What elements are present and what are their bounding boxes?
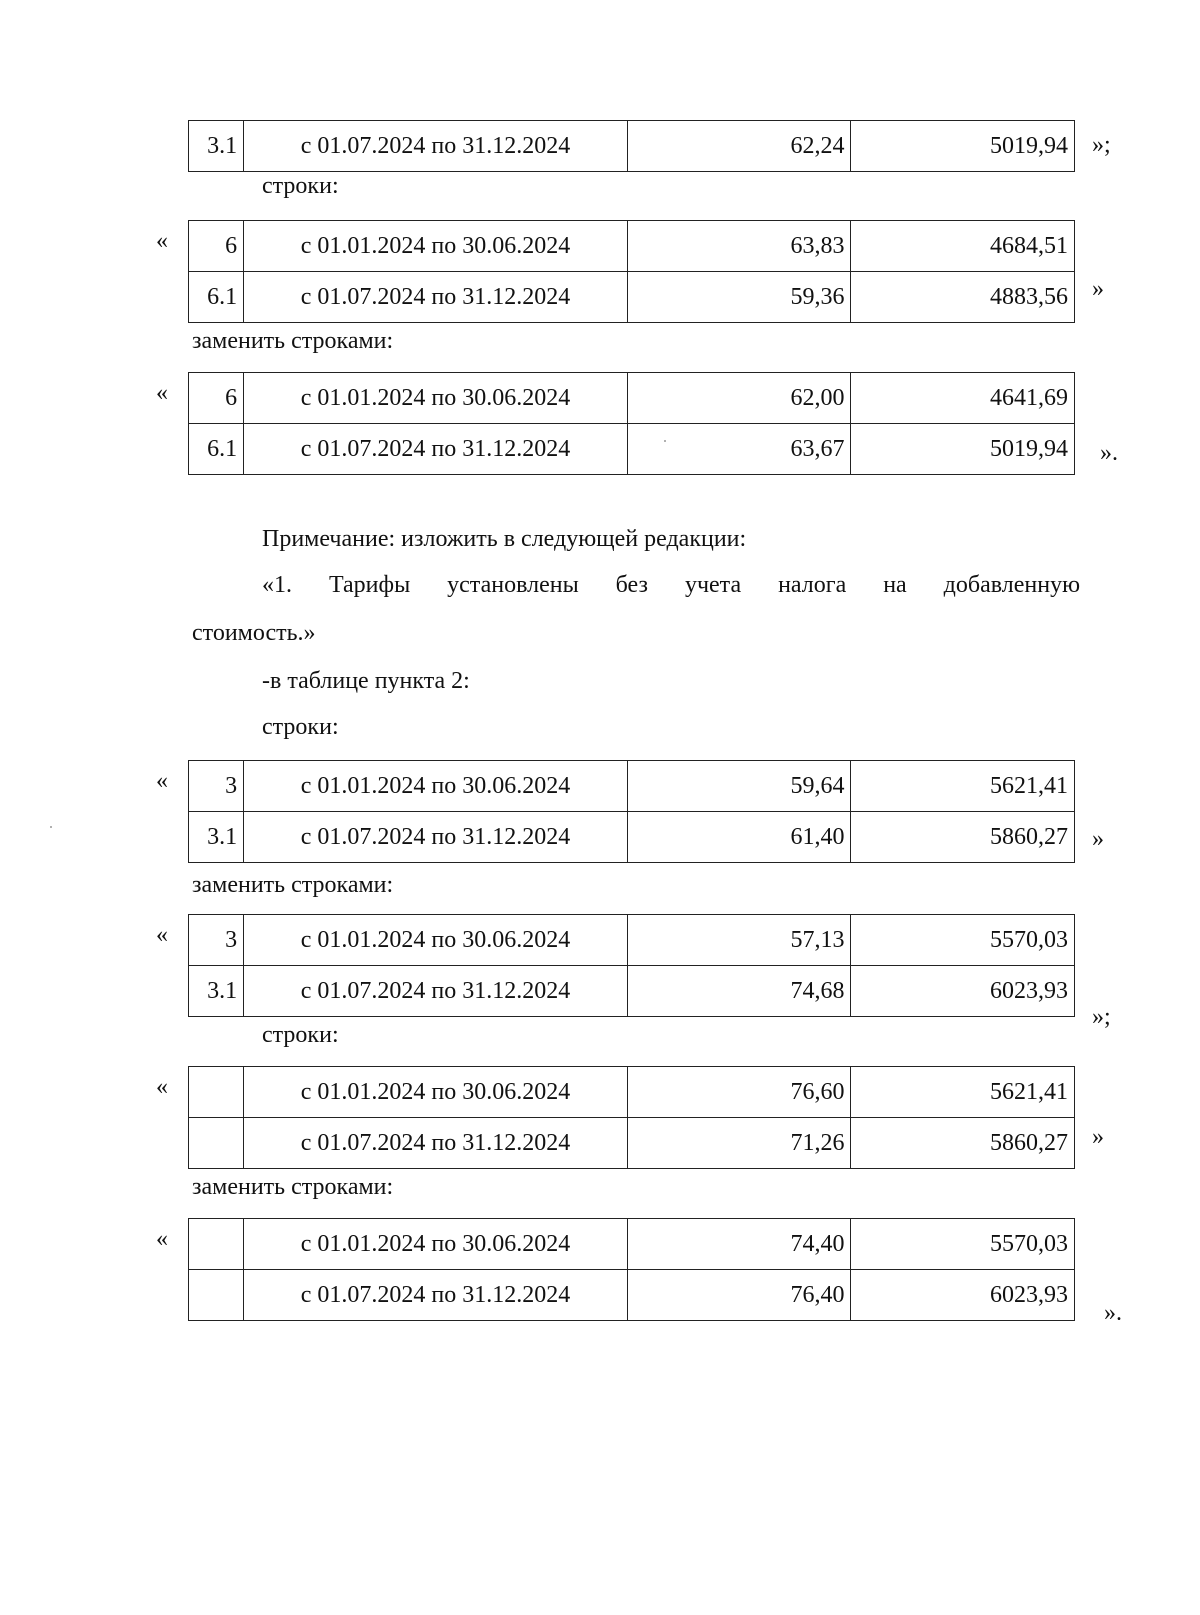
tariff-table-4 — [188, 760, 1075, 863]
table-row — [189, 966, 1075, 1017]
point-2-heading: -в таблице пункта 2: — [262, 668, 470, 694]
close-quote: » — [1092, 826, 1104, 852]
row-number — [189, 1219, 244, 1270]
label-zamenit-strokami: заменить строками: — [192, 328, 394, 354]
close-quote: » — [1092, 1124, 1104, 1150]
row-number — [189, 1118, 244, 1169]
table-row — [189, 812, 1075, 863]
table-row — [189, 761, 1075, 812]
note-intro: Примечание: изложить в следующей редакции: — [262, 526, 747, 552]
row-number: 6 — [189, 373, 244, 424]
row-value-1: 62,00 — [627, 373, 851, 424]
open-quote: « — [156, 228, 168, 254]
tariff-table-7 — [188, 1218, 1075, 1321]
row-period: с 01.01.2024 по 30.06.2024 — [244, 1067, 628, 1118]
table-row — [189, 1067, 1075, 1118]
row-value-1: 71,26 — [627, 1118, 851, 1169]
label-zamenit-strokami: заменить строками: — [192, 1174, 394, 1200]
row-period: с 01.01.2024 по 30.06.2024 — [244, 1219, 628, 1270]
table-row — [189, 1118, 1075, 1169]
open-quote: « — [156, 380, 168, 406]
close-quote: ». — [1100, 440, 1118, 466]
table-row — [189, 272, 1075, 323]
open-quote: « — [156, 922, 168, 948]
table-row — [189, 221, 1075, 272]
row-period: с 01.07.2024 по 31.12.2024 — [244, 272, 628, 323]
row-value-1: 59,64 — [627, 761, 851, 812]
tariff-table-5 — [188, 914, 1075, 1017]
note-item-1-line-1: «1. Тарифы установлены без учета налога на добавленную — [262, 572, 1080, 598]
row-value-2: 5860,27 — [851, 812, 1075, 863]
row-number: 6 — [189, 221, 244, 272]
open-quote: « — [156, 768, 168, 794]
table-row — [189, 1219, 1075, 1270]
row-number: 3.1 — [189, 812, 244, 863]
open-quote: « — [156, 1074, 168, 1100]
row-value-2: 6023,93 — [851, 1270, 1075, 1321]
row-value-2: 5860,27 — [851, 1118, 1075, 1169]
row-value-1: 76,60 — [627, 1067, 851, 1118]
row-value-2: 4883,56 — [851, 272, 1075, 323]
row-period: с 01.01.2024 по 30.06.2024 — [244, 373, 628, 424]
row-period: с 01.07.2024 по 31.12.2024 — [244, 121, 628, 172]
row-value-1: 74,68 — [627, 966, 851, 1017]
label-stroki: строки: — [262, 714, 339, 740]
table-row — [189, 1270, 1075, 1321]
table-row — [189, 373, 1075, 424]
tariff-table-1 — [188, 120, 1075, 172]
row-value-1: 74,40 — [627, 1219, 851, 1270]
row-value-2: 4684,51 — [851, 221, 1075, 272]
row-period: с 01.07.2024 по 31.12.2024 — [244, 424, 628, 475]
close-quote: »; — [1092, 1004, 1111, 1030]
row-value-2: 6023,93 — [851, 966, 1075, 1017]
row-value-2: 5570,03 — [851, 915, 1075, 966]
row-period: с 01.07.2024 по 31.12.2024 — [244, 812, 628, 863]
row-value-2: 5570,03 — [851, 1219, 1075, 1270]
scan-speck — [664, 440, 666, 442]
row-value-2: 5019,94 — [851, 424, 1075, 475]
row-number: 3 — [189, 915, 244, 966]
row-value-2: 5621,41 — [851, 1067, 1075, 1118]
scan-speck — [50, 826, 52, 828]
row-value-1: 62,24 — [627, 121, 851, 172]
row-period: с 01.07.2024 по 31.12.2024 — [244, 1118, 628, 1169]
row-value-1: 57,13 — [627, 915, 851, 966]
table-row — [189, 424, 1075, 475]
row-value-1: 63,83 — [627, 221, 851, 272]
row-number — [189, 1067, 244, 1118]
table-row — [189, 121, 1075, 172]
tariff-table-3 — [188, 372, 1075, 475]
row-value-2: 5019,94 — [851, 121, 1075, 172]
tariff-table-2 — [188, 220, 1075, 323]
row-number: 3 — [189, 761, 244, 812]
label-zamenit-strokami: заменить строками: — [192, 872, 394, 898]
row-period: с 01.01.2024 по 30.06.2024 — [244, 221, 628, 272]
row-value-1: 59,36 — [627, 272, 851, 323]
close-quote: »; — [1092, 132, 1111, 158]
label-stroki: строки: — [262, 173, 339, 199]
row-number: 6.1 — [189, 424, 244, 475]
label-stroki: строки: — [262, 1022, 339, 1048]
row-period: с 01.01.2024 по 30.06.2024 — [244, 761, 628, 812]
close-quote: » — [1092, 276, 1104, 302]
close-quote: ». — [1104, 1300, 1122, 1326]
tariff-table-6 — [188, 1066, 1075, 1169]
row-value-1: 76,40 — [627, 1270, 851, 1321]
row-number: 3.1 — [189, 121, 244, 172]
row-number — [189, 1270, 244, 1321]
note-item-1-line-2: стоимость.» — [192, 620, 316, 646]
row-period: с 01.07.2024 по 31.12.2024 — [244, 966, 628, 1017]
row-value-2: 4641,69 — [851, 373, 1075, 424]
row-number: 6.1 — [189, 272, 244, 323]
open-quote: « — [156, 1226, 168, 1252]
row-value-1: 61,40 — [627, 812, 851, 863]
row-number: 3.1 — [189, 966, 244, 1017]
row-value-2: 5621,41 — [851, 761, 1075, 812]
table-row — [189, 915, 1075, 966]
row-value-1: 63,67 — [627, 424, 851, 475]
row-period: с 01.01.2024 по 30.06.2024 — [244, 915, 628, 966]
row-period: с 01.07.2024 по 31.12.2024 — [244, 1270, 628, 1321]
